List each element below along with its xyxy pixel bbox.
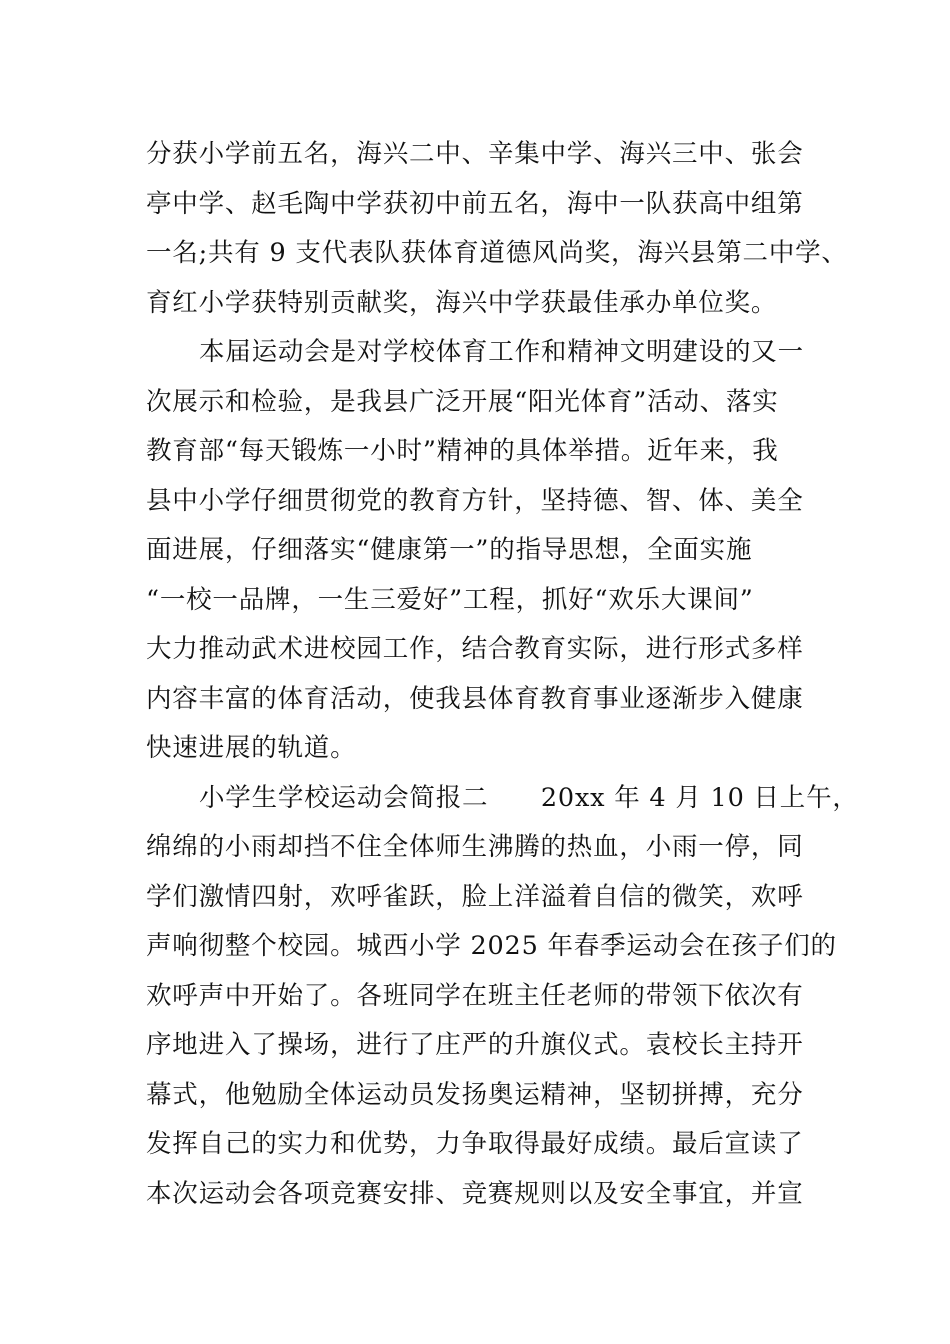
text-line: 欢呼声中开始了。各班同学在班主任老师的带领下依次有: [146, 980, 804, 1011]
paragraph-continuation: [146, 130, 848, 328]
text-line: 绵绵的小雨却挡不住全体师生沸腾的热血，小雨一停，同: [146, 832, 804, 862]
text-line: 育红小学获特别贡献奖，海兴中学获最佳承办单位奖。: [146, 287, 778, 318]
text-line: 亭中学、赵毛陶中学获初中前五名，海中一队获高中组第: [146, 188, 804, 219]
text-line: 声响彻整个校园。城西小学 2025 年春季运动会在孩子们的: [146, 931, 837, 961]
paragraph-summary: [146, 328, 826, 774]
text-line: 教育部“每天锻炼一小时”精神的具体举措。近年来，我: [146, 436, 779, 466]
text-line: 次展示和检验，是我县广泛开展“阳光体育”活动、落实: [146, 386, 779, 417]
text-line: 快速进展的轨道。: [146, 733, 357, 763]
document-body: [146, 130, 859, 1219]
text-line: 学们激情四射，欢呼雀跃，脸上洋溢着自信的微笑，欢呼: [146, 881, 804, 912]
text-line: 小学生学校运动会简报二 20xx 年 4 月 10 日上午，: [199, 782, 859, 813]
text-line: 序地进入了操场，进行了庄严的升旗仪式。袁校长主持开: [146, 1030, 804, 1060]
text-line: 大力推动武术进校园工作，结合教育实际，进行形式多样: [146, 634, 804, 664]
paragraph-report-two: [146, 774, 859, 1220]
text-line: 本次运动会各项竞赛安排、竞赛规则以及安全事宜，并宣: [146, 1178, 804, 1209]
text-line: “一校一品牌，一生三爱好”工程，抓好“欢乐大课间”: [146, 584, 754, 615]
text-line: 面进展，仔细落实“健康第一”的指导思想，全面实施: [146, 535, 753, 565]
text-line: 发挥自己的实力和优势，力争取得最好成绩。最后宣读了: [146, 1129, 804, 1159]
text-line: 分获小学前五名，海兴二中、辛集中学、海兴三中、张会: [146, 139, 804, 169]
text-line: 内容丰富的体育活动，使我县体育教育事业逐渐步入健康: [146, 683, 804, 714]
text-line: 本届运动会是对学校体育工作和精神文明建设的又一: [199, 337, 804, 367]
text-line: 县中小学仔细贯彻党的教育方针，坚持德、智、体、美全: [146, 485, 804, 516]
text-line: 一名;共有 9 支代表队获体育道德风尚奖，海兴县第二中学、: [146, 238, 848, 268]
text-line: 幕式，他勉励全体运动员发扬奥运精神，坚韧拼搏，充分: [146, 1079, 804, 1110]
